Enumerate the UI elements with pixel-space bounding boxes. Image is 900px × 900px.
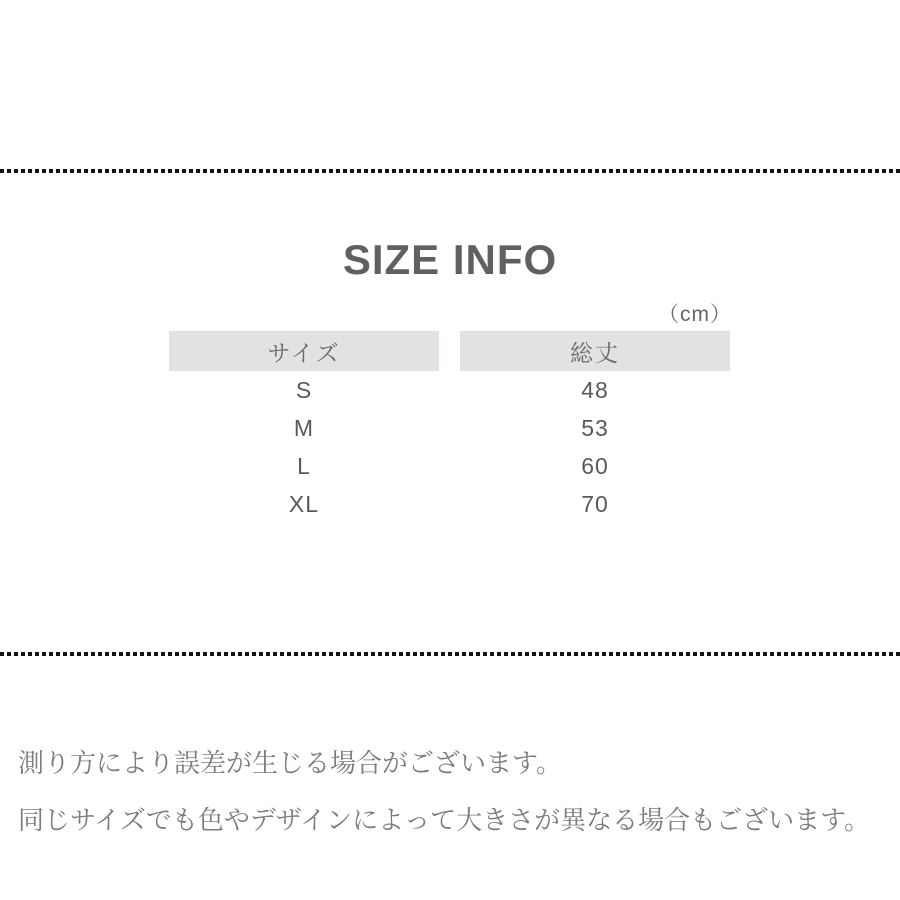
size-cell: M bbox=[293, 414, 315, 441]
dotted-divider-top bbox=[0, 169, 900, 173]
length-cell: 60 bbox=[581, 452, 609, 479]
page-title: SIZE INFO bbox=[342, 236, 558, 284]
length-cell: 53 bbox=[581, 414, 609, 441]
size-table-header-row bbox=[169, 331, 730, 371]
column-header-size: サイズ bbox=[169, 331, 439, 371]
measurement-disclaimer-note: 測り方により誤差が生じる場合がございます。 bbox=[18, 748, 562, 778]
unit-label-cm: （cm） bbox=[658, 303, 732, 326]
size-cell: L bbox=[297, 452, 311, 479]
dotted-divider-bottom bbox=[0, 652, 900, 656]
column-header-total-length: 総丈 bbox=[460, 331, 730, 371]
table-row bbox=[169, 485, 730, 523]
table-row bbox=[169, 409, 730, 447]
length-cell: 48 bbox=[581, 376, 609, 403]
table-row bbox=[169, 447, 730, 485]
size-cell: S bbox=[295, 376, 313, 403]
size-variation-disclaimer-note: 同じサイズでも色やデザインによって大きさが異なる場合もございます。 bbox=[18, 805, 871, 835]
table-row bbox=[169, 371, 730, 409]
length-cell: 70 bbox=[581, 490, 609, 517]
size-table bbox=[169, 331, 730, 523]
size-cell: XL bbox=[288, 490, 320, 517]
